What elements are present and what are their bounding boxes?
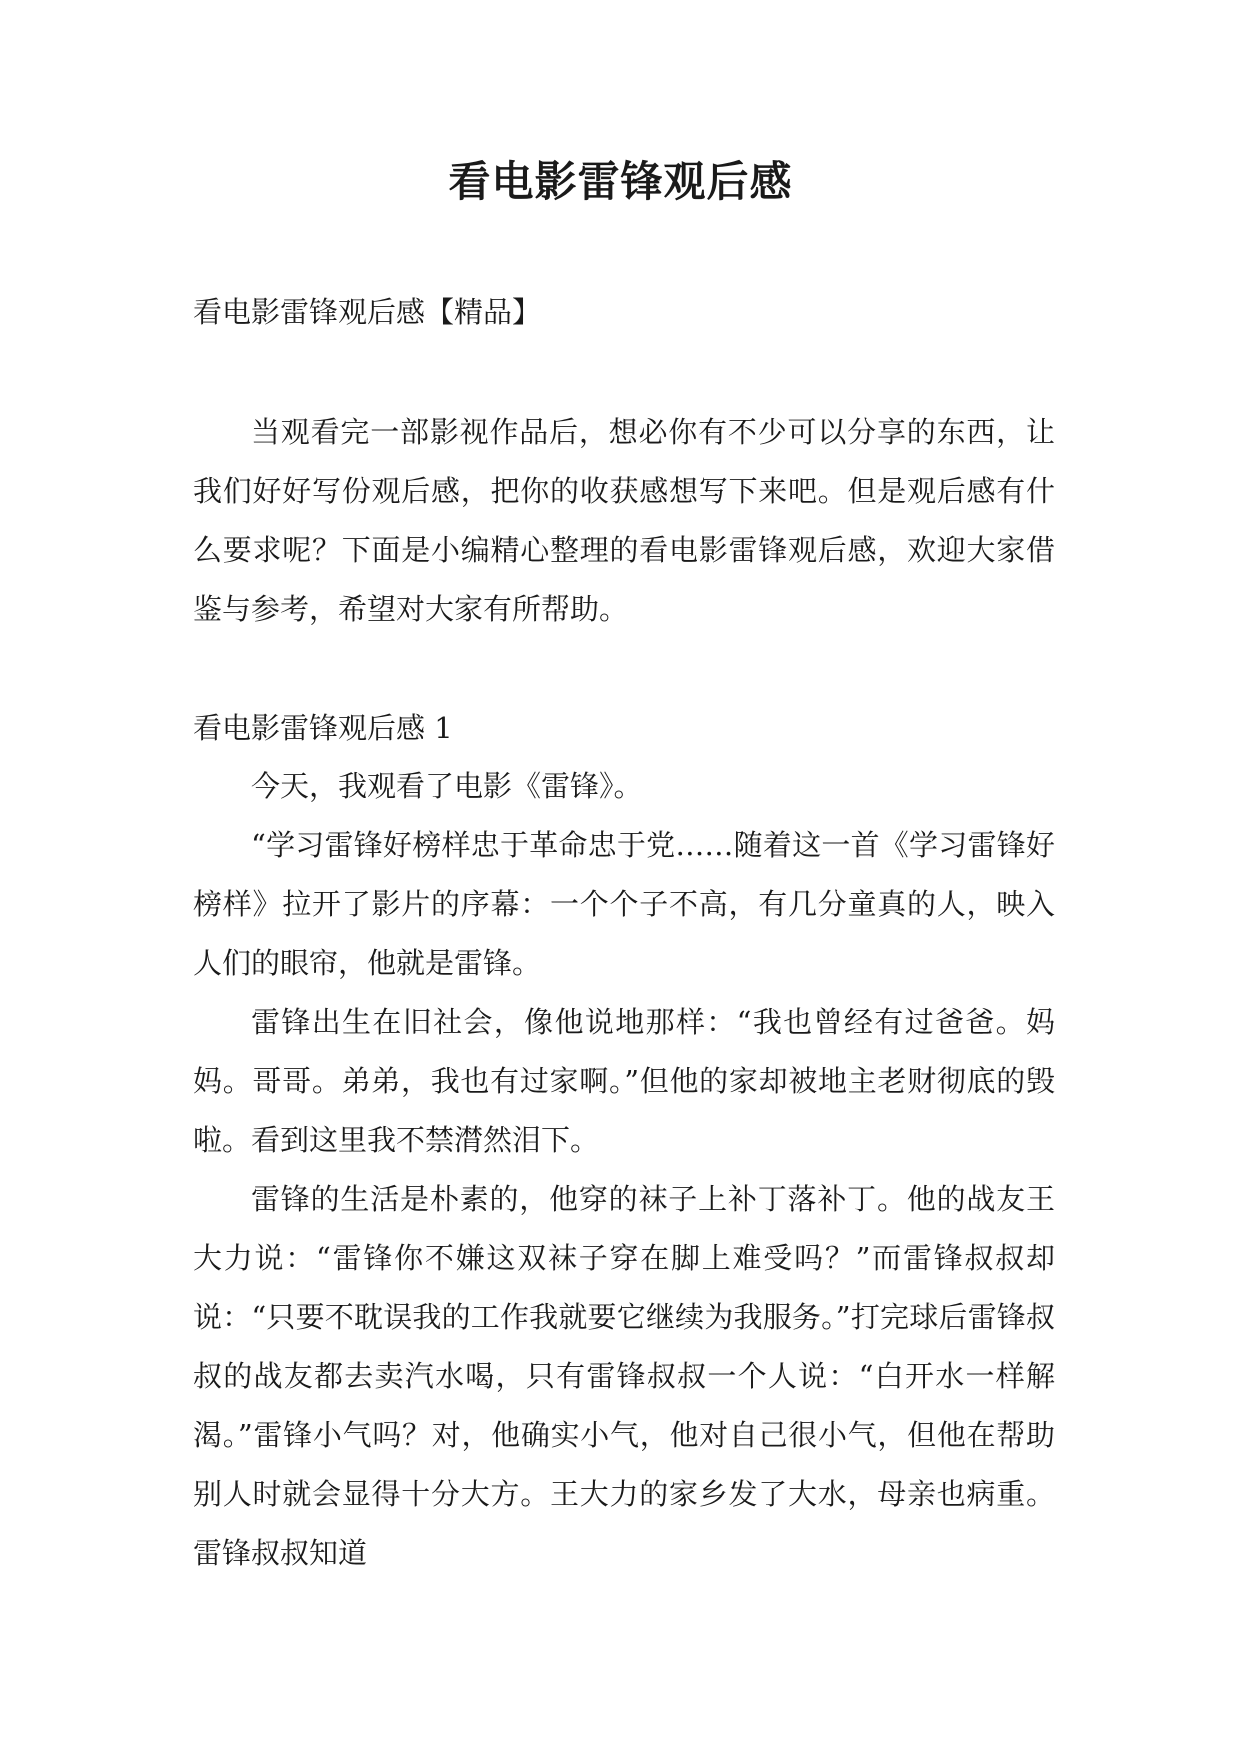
essay-paragraph: 今天，我观看了电影《雷锋》。: [251, 769, 643, 803]
essay-body: [193, 757, 1055, 1583]
section-heading: 看电影雷锋观后感 1: [193, 711, 453, 745]
document-subtitle: 看电影雷锋观后感【精品】: [193, 295, 542, 329]
essay-paragraph: “学习雷锋好榜样忠于革命忠于党……随着这一首《学习雷锋好榜样》拉开了影片的序幕：一个个子不高，有几分童真的人，映入人们的眼帘，他就是雷锋。: [193, 828, 1055, 980]
intro-paragraph: 当观看完一部影视作品后，想必你有不少可以分享的东西，让我们好好写份观后感，把你的收获感想写下来吧。但是观后感有什么要求呢？下面是小编精心整理的看电影雷锋观后感，欢迎大家借鉴与参考，希望对大家有所帮助。: [193, 415, 1055, 626]
essay-paragraph: 雷锋出生在旧社会，像他说地那样：“我也曾经有过爸爸。妈妈。哥哥。弟弟，我也有过家啊。”但他的家却被地主老财彻底的毁啦。看到这里我不禁潸然泪下。: [193, 1005, 1055, 1157]
intro-section: [193, 403, 1055, 639]
document-title: 看电影雷锋观后感: [448, 157, 793, 206]
essay-paragraph: 雷锋的生活是朴素的，他穿的袜子上补丁落补丁。他的战友王大力说：“雷锋你不嫌这双袜子穿在脚上难受吗？”而雷锋叔叔却说：“只要不耽误我的工作我就要它继续为我服务。”打完球后雷锋叔叔的战友都去卖汽水喝，只有雷锋叔叔一个人说：“白开水一样解渴。”雷锋小气吗？对，他确实小气，他对自己很小气，但他在帮助别人时就会显得十分大方。王大力的家乡发了大水，母亲也病重。雷锋叔叔知道: [193, 1182, 1055, 1570]
